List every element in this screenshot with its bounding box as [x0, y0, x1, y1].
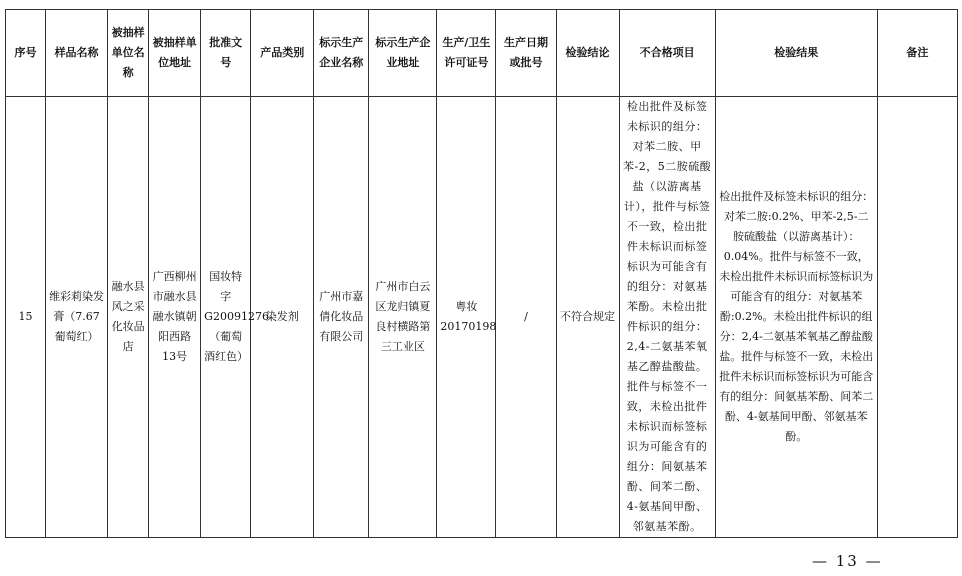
cell-license-no: 粤妆20170198 [437, 97, 496, 538]
header-row [6, 10, 958, 97]
table-row [6, 97, 958, 538]
col-header-approval-no: 批准文号 [201, 10, 251, 97]
col-header-seq: 序号 [6, 10, 46, 97]
col-header-manufacturer-name: 标示生产企业名称 [314, 10, 369, 97]
cell-seq: 15 [6, 97, 46, 538]
col-header-license-no: 生产/卫生许可证号 [437, 10, 496, 97]
cell-production-date: / [496, 97, 556, 538]
cell-manufacturer-address: 广州市白云区龙归镇夏良村横路第三工业区 [369, 97, 437, 538]
cell-sample-name: 维彩莉染发膏（7.67葡萄红） [46, 97, 108, 538]
cell-product-category: 染发剂 [251, 97, 314, 538]
cell-manufacturer-name: 广州市嘉倩化妆品有限公司 [314, 97, 369, 538]
col-header-product-category: 产品类别 [251, 10, 314, 97]
col-header-failed-items: 不合格项目 [619, 10, 715, 97]
cell-test-results: 检出批件及标签未标识的组分：对苯二胺:0.2%、甲苯-2,5-二胺硫酸盐（以游离基计）：0.04%。批件与标签不一致，未检出批件未标识而标签标识为可能含有的组分：对氨基苯酚:0.2%。未检出批件标识的组分：2,4-二氨基苯氧基乙醇盐酸盐。批件与标签不一致，未检出批件未标识而标签标识为可能含有的组分：间氨基苯酚、间苯二酚、4-氨基间甲酚、邻氨基苯酚。 [715, 97, 877, 538]
cell-sampled-unit-address: 广西柳州市融水县融水镇朝阳西路13号 [149, 97, 201, 538]
inspection-table [5, 9, 958, 538]
page-number: — 13 — [812, 552, 883, 570]
cell-approval-no: 国妆特字G20091276（葡萄酒红色） [201, 97, 251, 538]
col-header-sample-name: 样品名称 [46, 10, 108, 97]
col-header-manufacturer-address: 标示生产企业地址 [369, 10, 437, 97]
cell-sampled-unit-name: 融水县风之采化妆品店 [108, 97, 149, 538]
col-header-remarks: 备注 [877, 10, 957, 97]
cell-failed-items: 检出批件及标签未标识的组分：对苯二胺、甲苯-2，5二胺硫酸盐（以游离基计），批件与标签不一致，检出批件未标识而标签标识为可能含有的组分：对氨基苯酚。未检出批件标识的组分：2,4-二氨基苯氧基乙醇盐酸盐。批件与标签不一致，未检出批件未标识而标签标识为可能含有的组分：间氨基苯酚、间苯二酚、4-氨基间甲酚、邻氨基苯酚。 [619, 97, 715, 538]
cell-remarks [877, 97, 957, 538]
col-header-test-results: 检验结果 [715, 10, 877, 97]
cell-conclusion: 不符合规定 [556, 97, 619, 538]
col-header-sampled-unit-name: 被抽样单位名称 [108, 10, 149, 97]
col-header-sampled-unit-address: 被抽样单位地址 [149, 10, 201, 97]
col-header-conclusion: 检验结论 [556, 10, 619, 97]
col-header-production-date: 生产日期或批号 [496, 10, 556, 97]
